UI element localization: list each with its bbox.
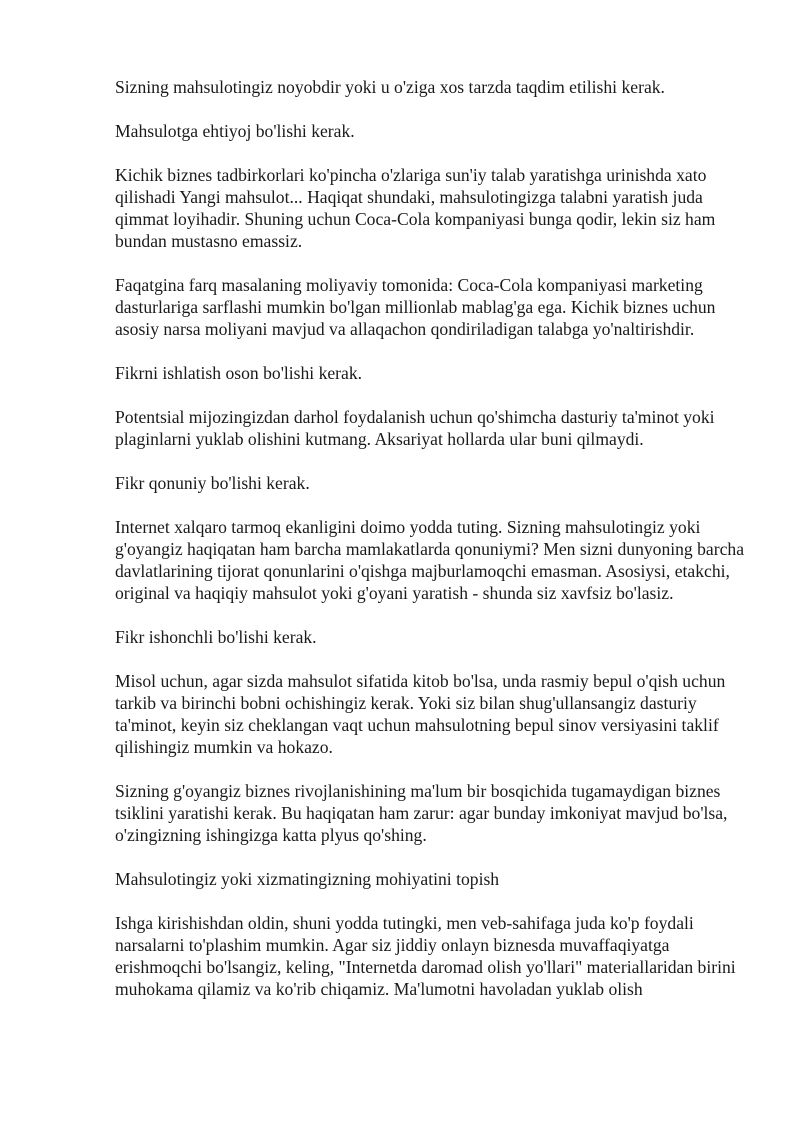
paragraph: Mahsulotingiz yoki xizmatingizning mohiyatini topish [115, 869, 500, 889]
paragraph: Mahsulotga ehtiyoj bo'lishi kerak. [115, 121, 355, 141]
paragraph: Kichik biznes tadbirkorlari ko'pincha o'zlariga sun'iy talab yaratishga urinishda xato qilishadi Yangi mahsulot... Haqiqat shundaki, mahsulotingizga talabni yaratish juda qimmat loyihadir. Shuning uchun Coca-Cola kompaniyasi bunga qodir, lekin siz ham bundan mustasno emassiz. [115, 165, 716, 251]
paragraph: Fikrni ishlatish oson bo'lishi kerak. [115, 363, 363, 383]
paragraph: Faqatgina farq masalaning moliyaviy tomonida: Coca-Cola kompaniyasi marketing dasturlariga sarflashi mumkin bo'lgan millionlab mablag'ga ega. Kichik biznes uchun asosiy narsa moliyani mavjud va allaqachon qondiriladigan talabga yo'naltirishdir. [115, 275, 716, 339]
paragraph: Potentsial mijozingizdan darhol foydalanish uchun qo'shimcha dasturiy ta'minot yoki plaginlarni yuklab olishini kutmang. Aksariyat hollarda ular buni qilmaydi. [115, 407, 715, 449]
document-page [115, 76, 755, 1022]
paragraph: Fikr ishonchli bo'lishi kerak. [115, 627, 317, 647]
paragraph: Sizning g'oyangiz biznes rivojlanishining ma'lum bir bosqichida tugamaydigan biznes tsiklini yaratishi kerak. Bu haqiqatan ham zarur: agar bunday imkoniyat mavjud bo'lsa, o'zingizning ishingizga katta plyus qo'shing. [115, 781, 728, 845]
paragraph: Fikr qonuniy bo'lishi kerak. [115, 473, 310, 493]
paragraph: Ishga kirishishdan oldin, shuni yodda tutingki, men veb-sahifaga juda ko'p foydali narsalarni to'plashim mumkin. Agar siz jiddiy onlayn biznesda muvaffaqiyatga erishmoqchi bo'lsangiz, keling, "Internetda daromad olish yo'llari" materiallaridan birini muhokama qilamiz va ko'rib chiqamiz. Ma'lumotni havoladan yuklab olish [115, 913, 736, 999]
paragraph: Internet xalqaro tarmoq ekanligini doimo yodda tuting. Sizning mahsulotingiz yoki g'oyangiz haqiqatan ham barcha mamlakatlarda qonuniymi? Men sizni dunyoning barcha davlatlarining tijorat qonunlarini o'qishga majburlamoqchi emasman. Asosiysi, etakchi, original va haqiqiy mahsulot yoki g'oyani yaratish - shunda siz xavfsiz bo'lasiz. [115, 517, 745, 603]
paragraph: Misol uchun, agar sizda mahsulot sifatida kitob bo'lsa, unda rasmiy bepul o'qish uchun tarkib va birinchi bobni ochishingiz kerak. Yoki siz bilan shug'ullansangiz dasturiy ta'minot, keyin siz cheklangan vaqt uchun mahsulotning bepul sinov versiyasini taklif qilishingiz mumkin va hokazo. [115, 671, 726, 757]
paragraph: Sizning mahsulotingiz noyobdir yoki u o'ziga xos tarzda taqdim etilishi kerak. [115, 77, 665, 97]
